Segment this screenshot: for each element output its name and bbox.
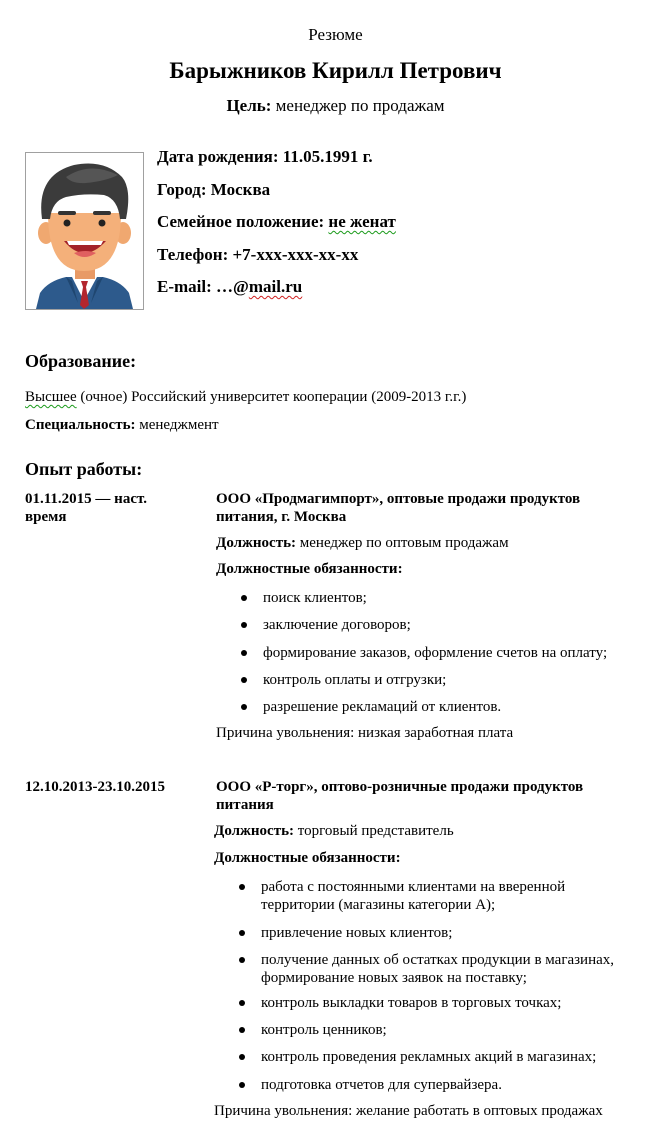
education-heading: Образование: xyxy=(25,351,137,371)
phone: Телефон: +7-xxx-xxx-xx-xx xyxy=(157,245,359,264)
job-1-company-line1: ООО «Продмагимпорт», оптовые продажи продуктов xyxy=(216,491,581,507)
goal-label: Цель: xyxy=(226,96,272,115)
bullet-icon xyxy=(241,622,247,628)
goal-value: менеджер по продажам xyxy=(275,96,445,115)
bullet-icon xyxy=(239,1000,245,1006)
job-1-duty-text: заключение договоров; xyxy=(263,617,411,633)
bullet-icon xyxy=(239,884,245,890)
bullet-icon xyxy=(239,930,245,936)
job-1-duty xyxy=(263,589,643,607)
job-1-duty-text: поиск клиентов; xyxy=(263,590,367,606)
job-2-duty-text: получение данных об остатках продукции в магазинах, формирование новых заявок на поставку; xyxy=(261,952,615,986)
job-2-duty xyxy=(261,1048,646,1066)
city: Город: Москва xyxy=(157,180,271,199)
bullet-icon xyxy=(239,1054,245,1060)
job-2-duty-text: контроль проведения рекламных акций в магазинах; xyxy=(261,1049,597,1065)
bullet-icon xyxy=(239,1027,245,1033)
education-degree-word: Высшее xyxy=(25,389,77,405)
goal-line xyxy=(0,96,671,116)
education-specialty xyxy=(25,417,219,434)
job-1-duties-label: Должностные обязанности: xyxy=(216,561,403,577)
document-label: Резюме xyxy=(308,25,363,44)
bullet-icon xyxy=(241,704,247,710)
bullet-icon xyxy=(241,595,247,601)
job-2-company-line1: ООО «Р-торг», оптово-розничные продажи продуктов xyxy=(216,779,584,795)
job-2-duty xyxy=(261,1076,641,1094)
job-2-duty-text: привлечение новых клиентов; xyxy=(261,925,453,941)
job-2-duty xyxy=(261,924,641,942)
job-1-leave-reason: Причина увольнения: низкая заработная плата xyxy=(216,725,514,741)
job-1-duty-text: разрешение рекламаций от клиентов. xyxy=(263,699,502,715)
job-1-duty xyxy=(263,644,663,662)
job-2-duty xyxy=(261,951,646,987)
job-2-duty xyxy=(261,994,646,1012)
full-name: Барыжников Кирилл Петрович xyxy=(169,58,502,83)
job-2-duty-text: контроль ценников; xyxy=(261,1022,387,1038)
bullet-icon xyxy=(241,677,247,683)
job-1-position-value: менеджер по оптовым продажам xyxy=(299,535,509,551)
email xyxy=(157,277,302,297)
email-prefix: E-mail: …@ xyxy=(157,277,249,296)
marital-status-value: не женат xyxy=(328,212,396,231)
job-2-leave-reason: Причина увольнения: желание работать в оптовых продажах xyxy=(214,1103,603,1119)
job-1-period xyxy=(25,490,147,526)
avatar-illustration xyxy=(26,153,143,309)
job-2-period-line1: 12.10.2013-23.10.2015 xyxy=(25,779,165,795)
job-1-duty xyxy=(263,698,643,716)
education-degree xyxy=(25,389,466,406)
job-1-duty xyxy=(263,671,643,689)
job-2-duty-text: работа с постоянными клиентами на вверенной территории (магазины категории А); xyxy=(261,879,566,913)
job-2-position-label: Должность: xyxy=(214,823,295,839)
job-2-position-value: торговый представитель xyxy=(297,823,454,839)
job-1-period-line1: 01.11.2015 — наст. xyxy=(25,491,147,507)
birth-date: Дата рождения: 11.05.1991 г. xyxy=(157,147,373,166)
job-1-duty-text: формирование заказов, оформление счетов на оплату; xyxy=(263,645,608,661)
specialty-value: менеджмент xyxy=(139,417,219,433)
job-2-period xyxy=(25,778,165,796)
job-1-duty xyxy=(263,616,643,634)
job-2-duty-text: контроль выкладки товаров в торговых точках; xyxy=(261,995,562,1011)
job-2-company xyxy=(216,778,636,814)
avatar-photo xyxy=(25,152,144,310)
job-2-duty xyxy=(261,878,606,914)
bullet-icon xyxy=(239,957,245,963)
job-2-company-line2: питания xyxy=(216,797,274,813)
marital-status-label: Семейное положение: xyxy=(157,212,325,231)
experience-heading: Опыт работы: xyxy=(25,459,143,479)
job-1-period-line2: время xyxy=(25,509,67,525)
education-degree-details: (очное) Российский университет кооперации (2009-2013 г.г.) xyxy=(80,389,467,405)
job-1-position-label: Должность: xyxy=(216,535,297,551)
job-2-duty-text: подготовка отчетов для супервайзера. xyxy=(261,1077,502,1093)
bullet-icon xyxy=(241,650,247,656)
job-2-duty xyxy=(261,1021,641,1039)
email-domain: mail.ru xyxy=(248,277,303,296)
job-1-company-line2: питания, г. Москва xyxy=(216,509,347,525)
marital-status xyxy=(157,212,396,232)
bullet-icon xyxy=(239,1082,245,1088)
job-1-duty-text: контроль оплаты и отгрузки; xyxy=(263,672,447,688)
specialty-label: Специальность: xyxy=(25,417,136,433)
job-2-duties-label: Должностные обязанности: xyxy=(214,850,401,866)
job-1-position xyxy=(216,535,509,552)
job-1-company xyxy=(216,490,636,526)
job-2-position xyxy=(214,823,454,840)
